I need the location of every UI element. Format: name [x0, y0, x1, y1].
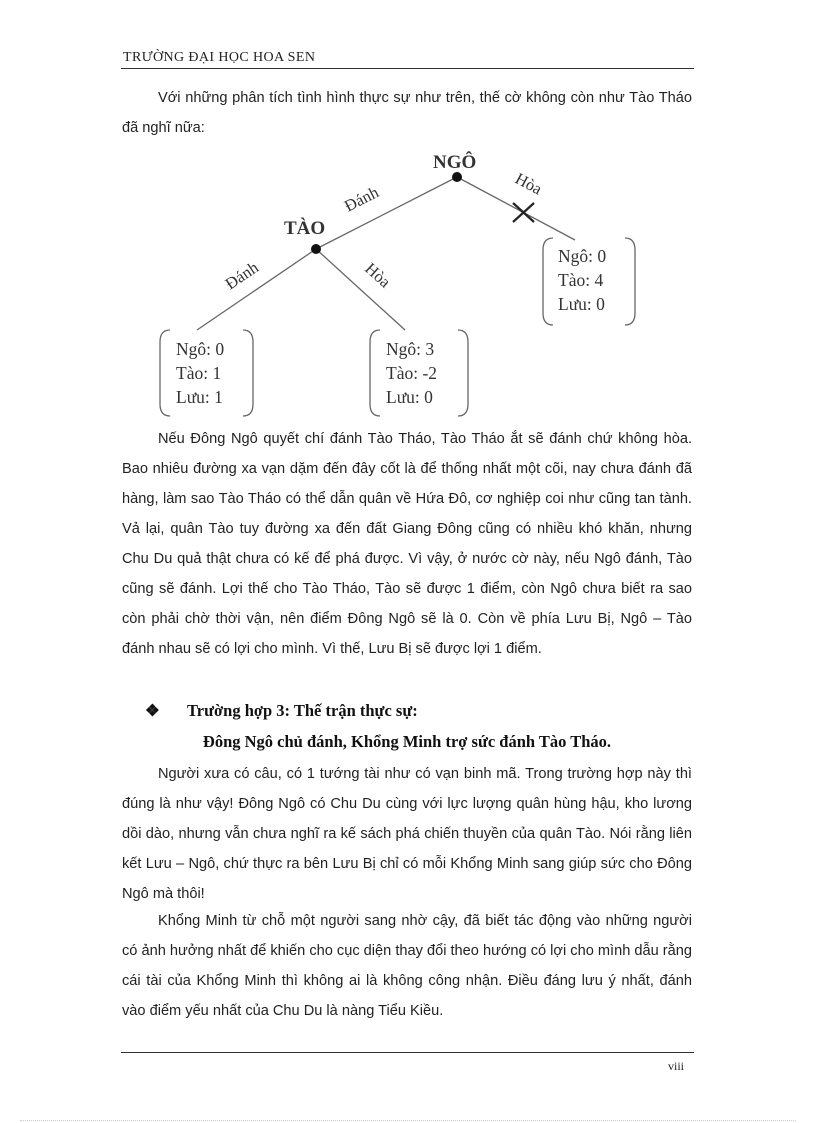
edge-root-to-mid [316, 177, 457, 249]
leaf-left-line: Tào: 1 [176, 363, 222, 383]
page-edge-divider [20, 1120, 796, 1121]
edge-label-mid-left: Đánh [221, 257, 262, 294]
mid-node-label: TÀO [284, 218, 326, 239]
leaf-right-line: Tào: 4 [558, 270, 604, 290]
mid-node-dot [311, 244, 321, 254]
edge-mid-to-left [197, 249, 316, 330]
leaf-right-line: Lưu: 0 [558, 294, 605, 314]
page-header-title: TRƯỜNG ĐẠI HỌC HOA SEN [123, 50, 316, 65]
edge-label-root-mid: Đánh [341, 182, 382, 216]
edge-mid-to-center [316, 249, 405, 330]
body-paragraph: Người xưa có câu, có 1 tướng tài như có vạn binh mã. Trong trường hợp này thì đúng là như vậy! Đông Ngô có Chu Du cùng với lực lượng quân hùng hậu, kho lương dồi dào, nhưng vẫn chưa nghĩ ra kế sách phá chiến thuyền của quân Tào. Nói rằng liên kết Lưu – Ngô, chứ thực ra bên Lưu Bị chỉ có mỗi Khổng Minh sang giúp sức cho Đông Ngô mà thôi! [122, 766, 692, 902]
leaf-center-line: Ngô: 3 [386, 339, 435, 359]
section-heading: Trường hợp 3: Thế trận thực sự: [187, 701, 418, 720]
page-number: viii [668, 1059, 685, 1073]
leaf-center-payoff [370, 330, 468, 416]
leaf-right-payoff [543, 238, 635, 325]
diamond-bullet-icon: ❖ [145, 701, 160, 720]
leaf-left-line: Lưu: 1 [176, 387, 223, 407]
body-paragraph: Khổng Minh từ chỗ một người sang nhờ cậy, đã biết tác động vào những người có ảnh hưởng nhất để khiến cho cục diện thay đổi theo hướng có lợi cho mình dẫu rằng cái tài của Khổng Minh thì không ai là không công nhận. Điều đáng lưu ý nhất, đánh vào điểm yếu nhất của Chu Du là nàng Tiểu Kiều. [122, 913, 692, 1019]
game-tree-diagram [150, 140, 670, 425]
leaf-left-payoff [160, 330, 253, 416]
root-node-dot [452, 172, 462, 182]
leaf-left-line: Ngô: 0 [176, 339, 225, 359]
intro-paragraph: Với những phân tích tình hình thực sự như trên, thế cờ không còn như Tào Tháo đã nghĩ nữa: [122, 90, 692, 136]
header-divider [121, 68, 694, 69]
body-paragraph: Nếu Đông Ngô quyết chí đánh Tào Tháo, Tào Tháo ắt sẽ đánh chứ không hòa. Bao nhiêu đường xa vạn dặm đến đây cốt là để thống nhất một cõi, nay chưa đánh đã hàng, làm sao Tào Tháo có thể dẫn quân về Hứa Đô, cơ nghiệp coi như cũng tan tành. Vả lại, quân Tào tuy đường xa đến đất Giang Đông cũng có nhiều khó khăn, nhưng Chu Du quả thật chưa có kế để phá được. Vì vậy, ở nước cờ này, nếu Ngô đánh, Tào cũng sẽ đánh. Lợi thế cho Tào Tháo, Tào sẽ được 1 điểm, còn Ngô chưa biết ra sao còn phải chờ thời vận, nên điểm Đông Ngô sẽ là 0. Còn về phía Lưu Bị, Ngô – Tào đánh nhau sẽ có lợi cho mình. Vì thế, Lưu Bị sẽ được lợi 1 điểm. [122, 431, 692, 657]
edge-label-root-right: Hòa [512, 168, 546, 199]
root-node-label: NGÔ [433, 152, 477, 173]
leaf-right-line: Ngô: 0 [558, 246, 607, 266]
leaf-center-line: Lưu: 0 [386, 387, 433, 407]
section-subheading: Đông Ngô chủ đánh, Khổng Minh trợ sức đánh Tào Tháo. [202, 732, 612, 751]
footer-divider [121, 1052, 694, 1053]
edge-label-mid-center: Hòa [361, 258, 395, 292]
leaf-center-line: Tào: -2 [386, 363, 438, 383]
